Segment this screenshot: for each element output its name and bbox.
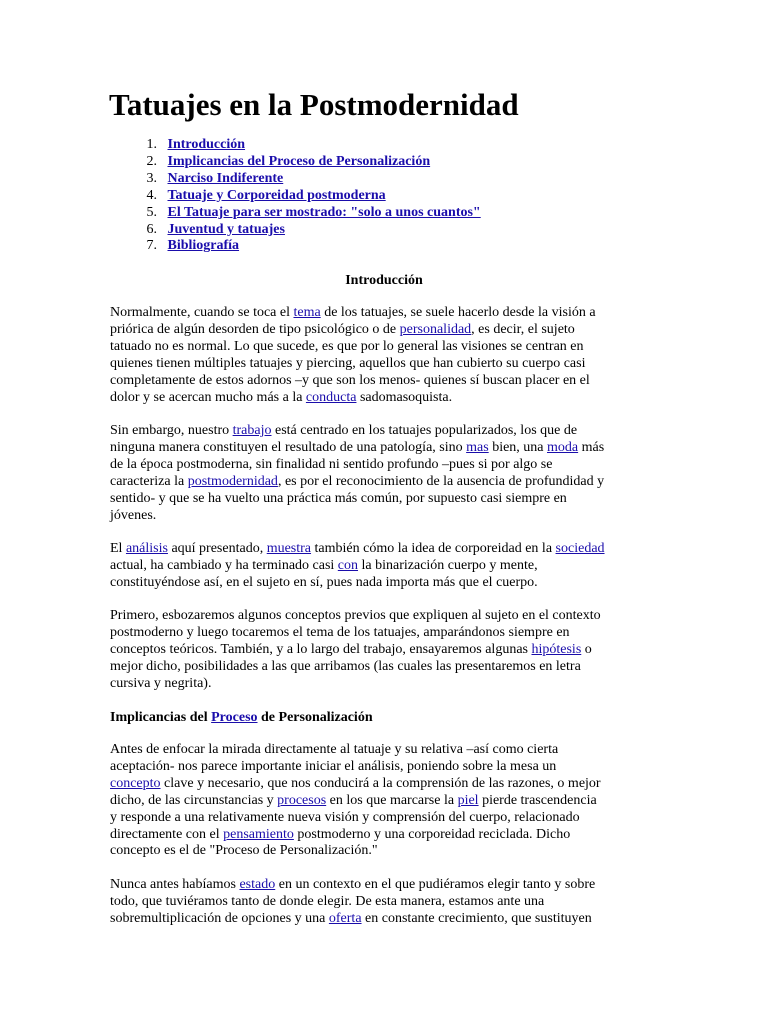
text: de los tatuajes, se suele hacerlo desde la visión a (320, 305, 596, 320)
toc-link-tatuaje-mostrado[interactable]: El Tatuaje para ser mostrado: "solo a unos cuantos" (167, 204, 481, 220)
link-oferta[interactable]: oferta (328, 910, 362, 926)
page-title: Tatuajes en la Postmodernidad (109, 87, 519, 122)
text: dolor y se acercan mucho más a la (110, 389, 306, 405)
text: El (110, 541, 126, 556)
text: caracteriza la (110, 473, 188, 489)
toc-number: 3. (146, 170, 157, 186)
text: , es por el reconocimiento de la ausencia de profundidad y (277, 473, 605, 489)
toc-link-implicancias[interactable]: Implicancias del Proceso de Personalización (167, 153, 431, 169)
text: está centrado en los tatuajes popularizados, los que de (271, 423, 578, 438)
text: Primero, esbozaremos algunos conceptos previos que expliquen al sujeto en el contexto (110, 608, 601, 623)
text: y responde a una relativamente nueva visión y comprensión del cuerpo, relacionado (110, 809, 580, 825)
toc-item (109, 137, 481, 154)
text: la binarización cuerpo y mente, (358, 557, 538, 573)
text: en los que marcarse la (326, 792, 458, 808)
text: directamente con el (110, 826, 224, 842)
paragraph (110, 608, 660, 693)
toc-item (109, 222, 481, 239)
text: concepto es el de "Proceso de Personalización." (110, 843, 378, 859)
text: de la época postmoderna, sin finalidad ni sentido profundo –pues si por algo se (110, 456, 553, 472)
text: constituyéndose así, en el sujeto en sí, pues nada importa más que el cuerpo. (110, 574, 538, 590)
toc-number: 2. (146, 153, 157, 169)
text: sadomasoquista. (356, 389, 453, 405)
link-postmodernidad[interactable]: postmodernidad (187, 473, 278, 489)
toc-item (109, 205, 481, 222)
text: postmoderno y una corporeidad reciclada. Dicho (293, 826, 571, 842)
text: sobremultiplicación de opciones y una (110, 910, 329, 926)
link-concepto[interactable]: concepto (110, 775, 161, 791)
paragraph (110, 423, 660, 524)
text: mejor dicho, posibilidades a las que arribamos (las cuales las presentaremos en letra (110, 658, 581, 674)
text: cursiva y negrita). (110, 675, 212, 691)
text: aquí presentado, (167, 541, 267, 556)
text: de Personalización (257, 710, 373, 725)
text: tatuado no es normal. Lo que sucede, es que por lo general las visiones se centran en (110, 338, 584, 354)
link-estado[interactable]: estado (239, 877, 276, 892)
text: en constante crecimiento, que sustituyen (361, 910, 592, 926)
text: clave y necesario, que nos conducirá a la comprensión de las razones, o mejor (160, 775, 601, 791)
link-con[interactable]: con (337, 557, 359, 573)
text: aceptación- nos parece importante iniciar el análisis, poniendo sobre la mesa un (110, 758, 557, 774)
link-hipotesis[interactable]: hipótesis (531, 641, 582, 657)
text: también cómo la idea de corporeidad en la (311, 541, 556, 556)
section-heading-implicancias (110, 709, 373, 726)
text: postmoderno y luego tocaremos el tema de los tatuajes, amparándonos siempre en (110, 624, 570, 640)
link-personalidad[interactable]: personalidad (399, 321, 472, 337)
text: ninguna manera constituyen el resultado de una patología, sino (110, 439, 467, 455)
toc-number: 5. (146, 204, 157, 220)
toc-item (109, 188, 481, 205)
text: completamente de estos adornos –y que son los menos- quienes sí buscan placer en el (110, 372, 590, 388)
link-moda[interactable]: moda (547, 439, 579, 455)
text: Implicancias del (110, 710, 212, 725)
paragraph (110, 305, 660, 406)
text: sentido- y que se ha vuelto una práctica más común, por supuesto casi siempre en (110, 490, 567, 506)
toc-link-bibliografia[interactable]: Bibliografía (167, 238, 240, 254)
toc-item (109, 154, 481, 171)
text: quienes tienen múltiples tatuajes y piercing, aquellos que han cubierto su cuerpo casi (110, 355, 586, 371)
text: bien, una (488, 439, 548, 455)
link-muestra[interactable]: muestra (266, 541, 312, 556)
paragraph (110, 541, 660, 592)
text: más (578, 439, 605, 455)
toc-link-juventud[interactable]: Juventud y tatuajes (167, 221, 285, 237)
text: conceptos teóricos. También, y a lo largo del trabajo, ensayaremos algunas (110, 641, 532, 657)
link-procesos[interactable]: procesos (277, 792, 327, 808)
text: actual, ha cambiado y ha terminado casi (110, 557, 338, 573)
link-proceso[interactable]: Proceso (211, 710, 258, 725)
text: o (581, 641, 592, 657)
text: Nunca antes habíamos (110, 877, 240, 892)
link-sociedad[interactable]: sociedad (555, 541, 605, 556)
toc-link-introduccion[interactable]: Introducción (167, 137, 246, 152)
text: Normalmente, cuando se toca el (110, 305, 294, 320)
link-pensamiento[interactable]: pensamiento (223, 826, 294, 842)
toc-item (109, 238, 481, 255)
toc-link-narciso[interactable]: Narciso Indiferente (167, 170, 284, 186)
link-trabajo[interactable]: trabajo (232, 423, 272, 438)
text: priórica de algún desorden de tipo psicológico o de (110, 321, 400, 337)
toc-number: 7. (146, 238, 157, 254)
toc-item (109, 171, 481, 188)
link-analisis[interactable]: análisis (125, 541, 168, 556)
toc-number: 1. (146, 137, 157, 152)
text: en un contexto en el que pudiéramos elegir tanto y sobre (275, 877, 596, 892)
toc-number: 6. (146, 221, 157, 237)
text: pierde trascendencia (478, 792, 597, 808)
paragraph (110, 877, 660, 928)
toc-link-tatuaje-corporeidad[interactable]: Tatuaje y Corporeidad postmoderna (167, 187, 386, 203)
text: Sin embargo, nuestro (110, 423, 233, 438)
text: Antes de enfocar la mirada directamente al tatuaje y su relativa –así como cierta (110, 742, 559, 757)
toc-number: 4. (146, 187, 157, 203)
link-conducta[interactable]: conducta (305, 389, 357, 405)
section-heading-introduccion: Introducción (345, 273, 423, 288)
paragraph (110, 742, 660, 860)
table-of-contents (109, 137, 481, 255)
link-tema[interactable]: tema (293, 305, 321, 320)
text: dicho, de las circunstancias y (110, 792, 278, 808)
text: , es decir, el sujeto (471, 321, 575, 337)
text: jóvenes. (110, 507, 157, 523)
link-mas[interactable]: mas (466, 439, 489, 455)
text: todo, que tuviéramos tanto de donde elegir. De esta manera, estamos ante una (110, 893, 545, 909)
link-piel[interactable]: piel (457, 792, 479, 808)
